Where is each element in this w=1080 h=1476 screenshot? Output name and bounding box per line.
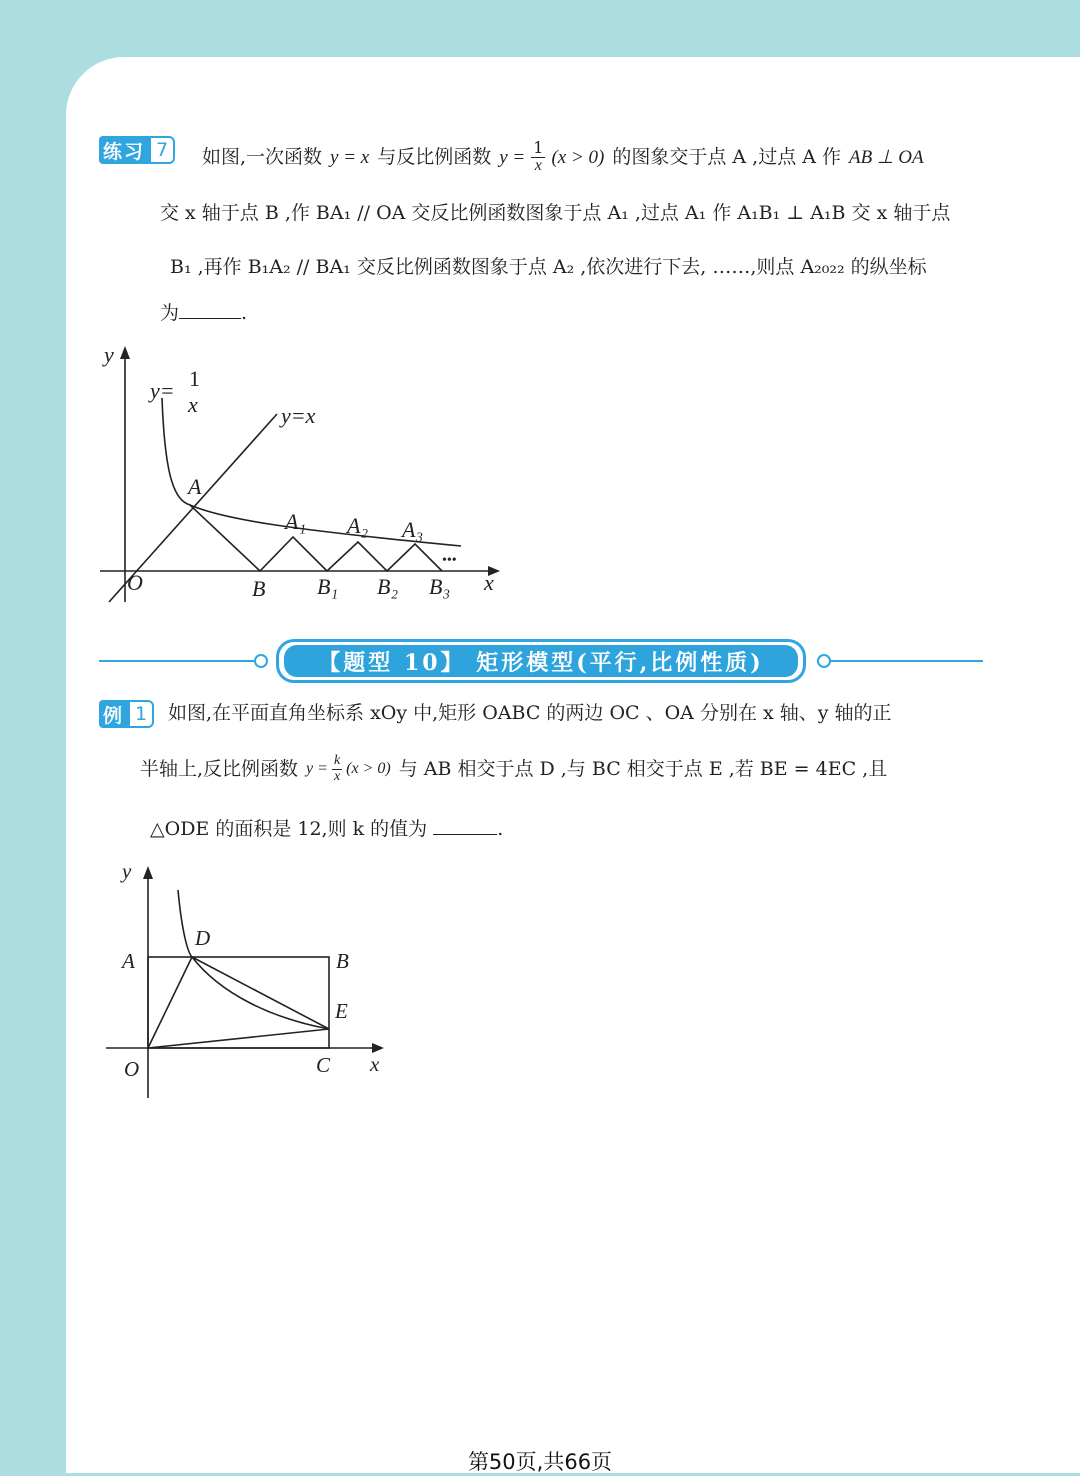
page-footer: 第50页,共66页 [467,1450,613,1474]
example-curve-kx [178,890,329,1029]
example-point-a: A [122,949,135,973]
example-segment-de [192,957,329,1029]
example-badge [99,700,154,728]
example-frac-num: k [333,753,341,768]
practice-line4-text: 为 [160,302,180,324]
practice-y-arrow [120,346,130,359]
practice-point-b3: B₃ [429,574,451,599]
practice-line1 [202,140,924,175]
practice-eq-inverse-prefix: y = [499,146,526,168]
practice-line-label: y=x [281,403,316,428]
practice-frac-den: x [534,156,542,174]
practice-eq-perp: AB ⊥ OA [849,146,924,168]
practice-curve-den: x [188,392,198,417]
practice-curve-num: 1 [189,366,200,391]
practice-badge-label: 练习 [99,136,149,164]
practice-point-b2: B₂ [377,574,399,599]
example-badge-number: 1 [128,700,154,728]
example-rectangle-oabc [148,957,329,1048]
example-answer-blank [433,834,497,835]
section-rule-right [829,660,983,662]
practice-point-a2: A₂ [347,513,369,538]
practice-badge [99,136,175,164]
example-line2-text-b: 与 AB 相交于点 D ,与 BC 相交于点 E ,若 BE = 4EC ,且 [398,757,888,780]
practice-line3: B₁ ,再作 B₁A₂ // BA₁ 交反比例函数图象于点 A₂ ,依次进行下去, ……,则点 A₂₀₂₂ 的纵坐标 [170,256,927,278]
example-point-c: C [316,1053,331,1077]
practice-origin-label: O [127,570,143,595]
practice-point-a: A [188,474,202,499]
example-segment-od [148,957,192,1048]
practice-line1-text-b: 与反比例函数 [377,145,492,168]
example-line3-end: . [497,818,504,840]
practice-line1-text-a: 如图,一次函数 [202,145,323,168]
practice-line1-text-c: 的图象交于点 A ,过点 A 作 [612,145,842,168]
practice-fraction [531,140,545,175]
section-banner [276,639,806,683]
example-line1: 如图,在平面直角坐标系 xOy 中,矩形 OABC 的两边 OC 、OA 分别在 x 轴、y 轴的正 [168,702,892,724]
practice-ellipsis: ••• [442,553,457,568]
practice-line4 [160,304,247,323]
practice-point-a3: A₃ [402,517,424,542]
practice-point-b: B [252,576,266,601]
example-point-d: D [195,926,211,950]
practice-line2: 交 x 轴于点 B ,作 BA₁ // OA 交反比例函数图象于点 A₁ ,过点 A₁ 作 A₁B₁ ⊥ A₁B 交 x 轴于点 [160,202,951,224]
section-rule-left-knob [254,654,268,668]
example-segment-oe [148,1029,329,1048]
example-eq-condition: (x > 0) [346,760,391,778]
practice-point-a1: A₁ [285,509,307,534]
example-badge-label: 例 [99,700,128,728]
example-origin-label: O [124,1057,140,1081]
practice-point-b1: B₁ [317,574,339,599]
practice-y-label: y [104,342,114,367]
example-y-arrow [143,866,153,879]
example-fraction [332,754,342,784]
practice-eq-condition: (x > 0) [551,146,605,168]
practice-graph [95,340,515,610]
answer-blank [179,318,241,319]
practice-line4-end: . [241,302,248,324]
practice-eq-linear: y = x [330,146,370,168]
example-point-e: E [335,999,348,1023]
example-line3-text: △ODE 的面积是 12,则 k 的值为 [150,818,428,840]
example-y-label: y [122,859,132,883]
practice-badge-number: 7 [149,136,175,164]
example-frac-den: x [333,768,341,784]
example-x-label: x [370,1052,380,1076]
section-rule-left [99,660,259,662]
practice-frac-num: 1 [533,138,544,157]
practice-x-label: x [484,570,494,595]
example-graph [100,858,400,1108]
example-line3 [150,820,503,839]
example-eq-prefix: y = [306,760,328,778]
example-line2 [140,754,887,784]
section-title: 【题型 10】 矩形模型(平行,比例性质) [284,645,798,677]
practice-curve-label: y= [150,378,175,403]
example-point-b: B [336,949,349,973]
example-line2-text-a: 半轴上,反比例函数 [140,757,299,780]
